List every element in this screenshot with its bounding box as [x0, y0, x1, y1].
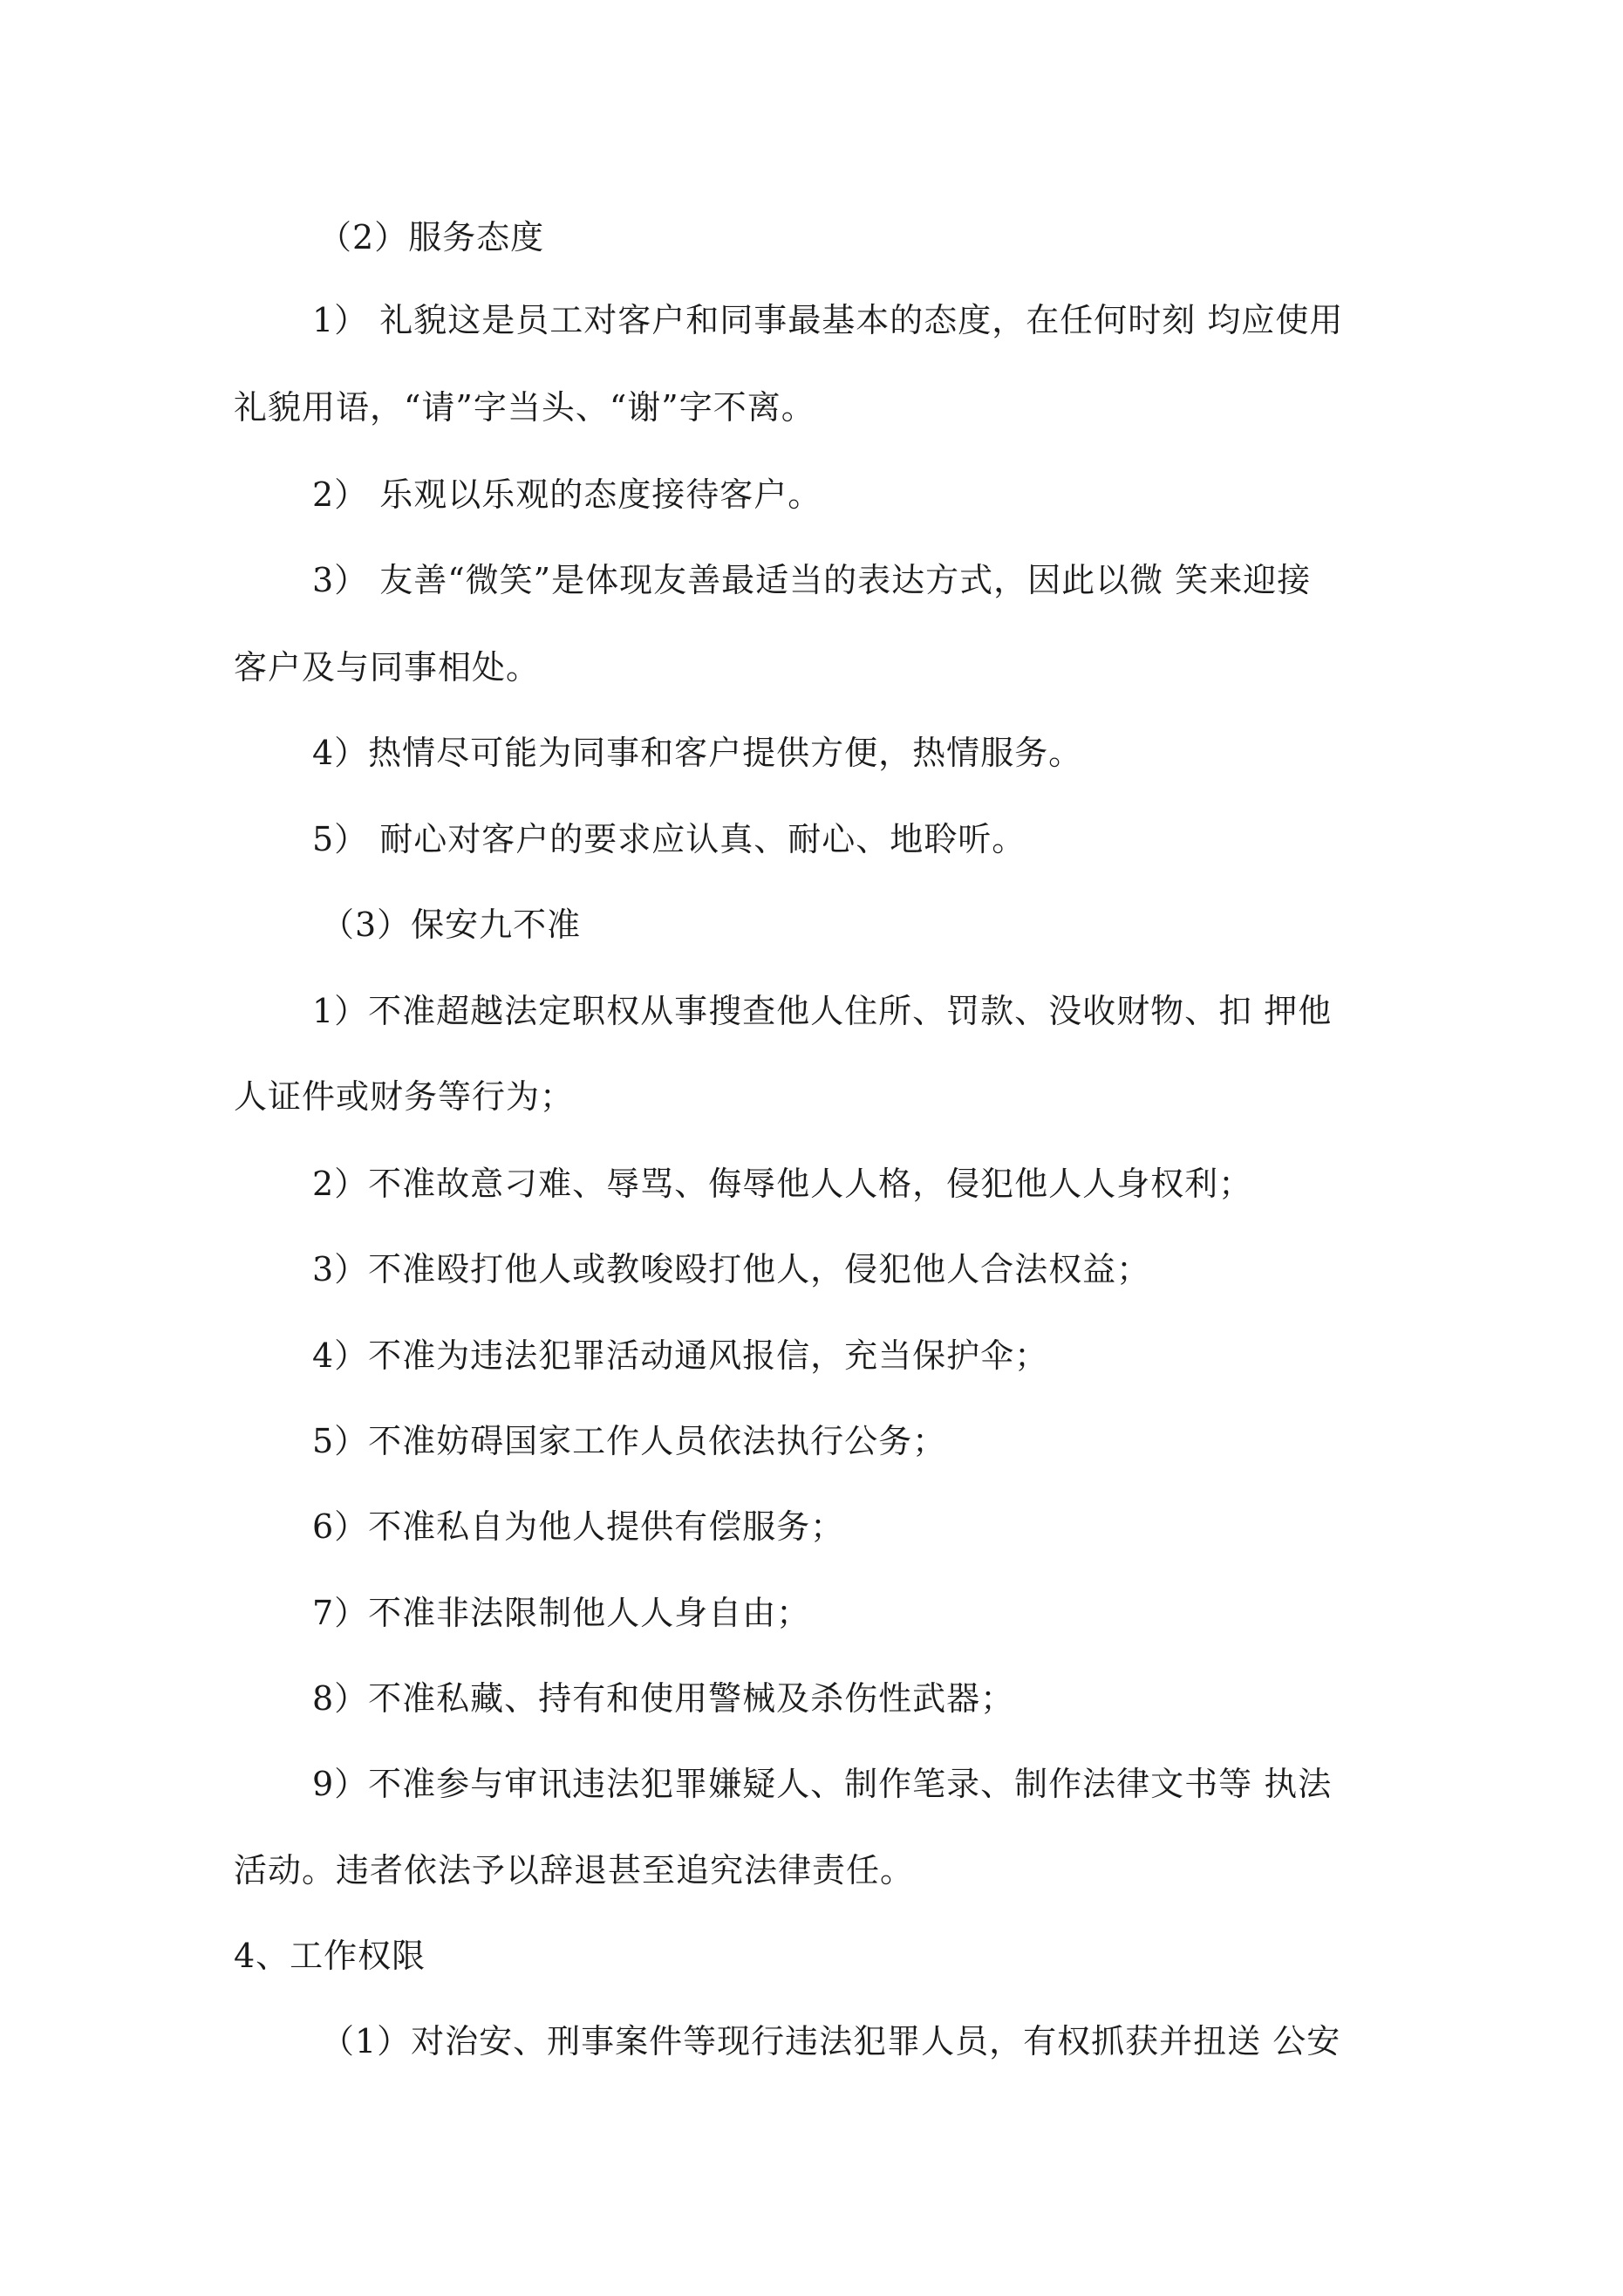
- paragraph-line: 1） 礼貌这是员工对客户和同事最基本的态度，在任何时刻 均应使用: [312, 301, 1344, 339]
- subsection-heading-nine-prohibitions: （3）保安九不准: [321, 905, 582, 944]
- paragraph-line: 5） 耐心对客户的要求应认真、耐心、地聆听。: [312, 820, 1026, 858]
- paragraph-line: 客户及与同事相处。: [234, 648, 541, 687]
- section-heading-work-authority: 4、工作权限: [234, 1937, 426, 1975]
- paragraph-line: 活动。违者依法予以辞退甚至追究法律责任。: [234, 1851, 915, 1889]
- paragraph-line: 4）不准为违法犯罪活动通风报信，充当保护伞；: [312, 1336, 1049, 1375]
- subsection-heading-service-attitude: （2）服务态度: [318, 218, 545, 256]
- paragraph-line: 礼貌用语，“请”字当头、“谢”字不离。: [234, 388, 815, 427]
- paragraph-line: 1）不准超越法定职权从事搜查他人住所、罚款、没收财物、扣 押他: [312, 992, 1333, 1030]
- paragraph-line: 5）不准妨碍国家工作人员依法执行公务；: [312, 1422, 947, 1460]
- paragraph-line: 人证件或财务等行为；: [234, 1077, 575, 1116]
- paragraph-line: 2） 乐观以乐观的态度接待客户。: [312, 475, 822, 514]
- paragraph-line: 7）不准非法限制他人人身自由；: [312, 1594, 811, 1632]
- paragraph-line: 8）不准私藏、持有和使用警械及杀伤性武器；: [312, 1679, 1015, 1718]
- paragraph-line: 6）不准私自为他人提供有偿服务；: [312, 1507, 845, 1546]
- paragraph-line: 4）热情尽可能为同事和客户提供方便，热情服务。: [312, 734, 1083, 772]
- paragraph-line: 9）不准参与审讯违法犯罪嫌疑人、制作笔录、制作法律文书等 执法: [312, 1765, 1333, 1803]
- paragraph-line: 3） 友善“微笑”是体现友善最适当的表达方式，因此以微 笑来迎接: [312, 561, 1312, 599]
- paragraph-line: 3）不准殴打他人或教唆殴打他人，侵犯他人合法权益；: [312, 1250, 1151, 1288]
- paragraph-line: 2）不准故意刁难、辱骂、侮辱他人人格，侵犯他人人身权利；: [312, 1165, 1253, 1203]
- paragraph-line: （1）对治安、刑事案件等现行违法犯罪人员，有权抓获并扭送 公安: [321, 2022, 1341, 2060]
